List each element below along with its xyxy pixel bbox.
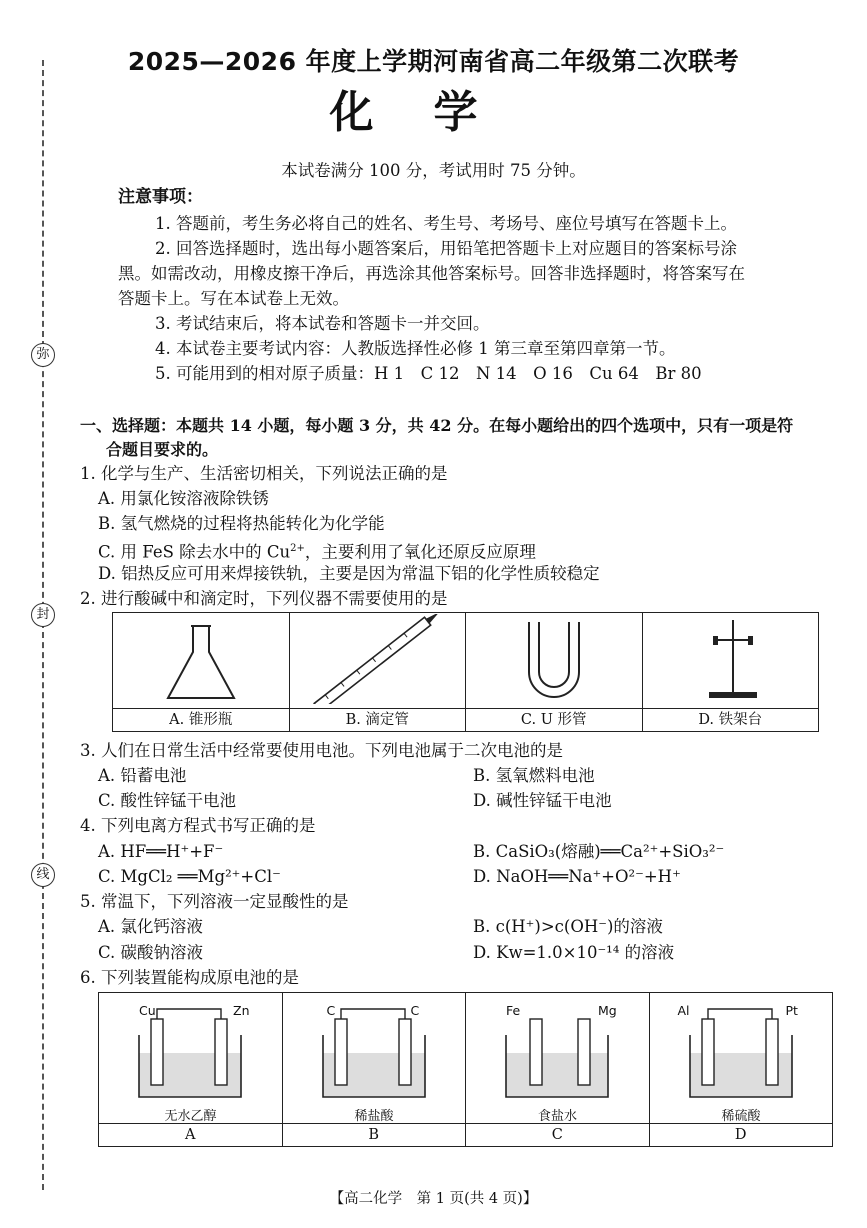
solution-label: 食盐水 [537, 1109, 577, 1124]
question-1-option-c: C. 用 FeS 除去水中的 $Cu^{2+}$，主要利用了氧化还原反应原理 [98, 542, 536, 562]
electrode-left-label: C [326, 1003, 336, 1018]
solution-label: 无水乙醇 [164, 1109, 217, 1124]
note-item: 黑。如需改动，用橡皮擦干净后，再选涂其他答案标号。回答非选择题时，将答案写在 [118, 264, 745, 283]
apparatus-cell-a [113, 613, 290, 732]
apparatus-cell-c [466, 613, 643, 732]
note-item: 1. 答题前，考生务必将自己的姓名、考生号、考场号、座位号填写在答题卡上。 [155, 214, 737, 233]
exam-title: 2025—2026 年度上学期河南省高二年级第二次联考 [127, 47, 740, 76]
electrode-right-label: Zn [233, 1003, 250, 1018]
question-1-stem: 1. 化学与生产、生活密切相关，下列说法正确的是 [80, 464, 448, 483]
electrode-right-label: C [410, 1003, 420, 1018]
question-5-option-d: D. Kw=1.0×10⁻¹⁴ 的溶液 [473, 943, 675, 962]
solution-label: 稀盐酸 [354, 1109, 394, 1124]
question-5-stem: 5. 常温下，下列溶液一定显酸性的是 [80, 892, 349, 911]
question-3-option-c: C. 酸性锌锰干电池 [98, 791, 237, 810]
question-4-option-b: B. CaSiO₃(熔融)══Ca²⁺+SiO₃²⁻ [473, 842, 725, 861]
note-item: 5. 可能用到的相对原子质量：H 1 C 12 N 14 O 16 Cu 64 Br 80 [155, 364, 702, 383]
note-item: 2. 回答选择题时，选出每小题答案后，用铅笔把答题卡上对应题目的答案标号涂 [155, 239, 737, 258]
seal-mark-xian: 线 [31, 863, 55, 887]
apparatus-cell-d [642, 613, 819, 732]
score-line: 本试卷满分 100 分，考试用时 75 分钟。 [281, 161, 586, 180]
question-4-option-d: D. NaOH══Na⁺+O²⁻+H⁺ [473, 867, 681, 886]
cell-device-b [282, 993, 466, 1147]
galvanic-cell-table [98, 992, 833, 1147]
question-5-option-b: B. c(H⁺)>c(OH⁻)的溶液 [473, 917, 663, 936]
note-item: 4. 本试卷主要考试内容：人教版选择性必修 1 第三章至第四章第一节。 [155, 339, 676, 358]
electrode-right-label: Pt [785, 1003, 798, 1018]
question-2-stem: 2. 进行酸碱中和滴定时，下列仪器不需要使用的是 [80, 589, 448, 608]
question-4-option-a: A. HF══H⁺+F⁻ [98, 842, 224, 861]
apparatus-label: B. 滴定管 [290, 708, 466, 731]
page-footer: 【高二化学 第 1 页(共 4 页)】 [329, 1191, 538, 1207]
question-1-option-a: A. 用氯化铵溶液除铁锈 [98, 489, 269, 508]
cell-device-d [649, 993, 833, 1147]
question-4-stem: 4. 下列电离方程式书写正确的是 [80, 816, 316, 835]
notes-heading: 注意事项： [118, 187, 203, 207]
question-3-option-a: A. 铅蓄电池 [98, 766, 187, 785]
section-heading-cont: 合题目要求的。 [106, 440, 219, 459]
cell-option-label: C [466, 1123, 649, 1146]
electrode-left-label: Al [677, 1003, 690, 1018]
cell-option-label: B [283, 1123, 466, 1146]
apparatus-label: D. 铁架台 [643, 708, 819, 731]
question-3-option-b: B. 氢氧燃料电池 [473, 766, 595, 785]
electrode-left-label: Fe [506, 1003, 521, 1018]
seal-mark-feng: 封 [31, 603, 55, 627]
cell-device-a [99, 993, 283, 1147]
electrode-right-label: Mg [598, 1003, 617, 1018]
note-item: 答题卡上。写在本试卷上无效。 [118, 289, 349, 308]
u-tube-icon [469, 614, 639, 704]
cell-device-c [466, 993, 650, 1147]
conical-flask-icon [116, 614, 286, 704]
question-3-option-d: D. 碱性锌锰干电池 [473, 791, 612, 810]
cell-option-label: A [99, 1123, 282, 1146]
question-1-option-b: B. 氢气燃烧的过程将热能转化为化学能 [98, 514, 385, 533]
question-1-option-d: D. 铝热反应可用来焊接铁轨，主要是因为常温下铝的化学性质较稳定 [98, 564, 600, 583]
apparatus-table [112, 612, 819, 732]
section-heading: 一、选择题：本题共 14 小题，每小题 3 分，共 42 分。在每小题给出的四个选项中，只有一项是符 [80, 416, 794, 435]
question-4-option-c: C. MgCl₂ ══Mg²⁺+Cl⁻ [98, 867, 281, 886]
apparatus-label: A. 锥形瓶 [113, 708, 289, 731]
apparatus-label: C. U 形管 [466, 708, 642, 731]
beaker-icon [283, 995, 466, 1107]
beaker-icon [650, 995, 833, 1107]
question-5-option-c: C. 碳酸钠溶液 [98, 943, 204, 962]
seal-mark-mi: 弥 [31, 343, 55, 367]
beaker-icon [99, 995, 282, 1107]
cell-option-label: D [650, 1123, 833, 1146]
question-5-option-a: A. 氯化钙溶液 [98, 917, 203, 936]
iron-stand-icon [645, 614, 815, 704]
electrode-left-label: Cu [139, 1003, 156, 1018]
exam-subject: 化学 [329, 87, 538, 138]
note-item: 3. 考试结束后，将本试卷和答题卡一并交回。 [155, 314, 490, 333]
apparatus-cell-b [289, 613, 466, 732]
question-3-stem: 3. 人们在日常生活中经常要使用电池。下列电池属于二次电池的是 [80, 741, 563, 760]
solution-label: 稀硫酸 [721, 1109, 761, 1124]
question-6-stem: 6. 下列装置能构成原电池的是 [80, 968, 299, 987]
burette-icon [292, 614, 462, 704]
beaker-icon [466, 995, 649, 1107]
